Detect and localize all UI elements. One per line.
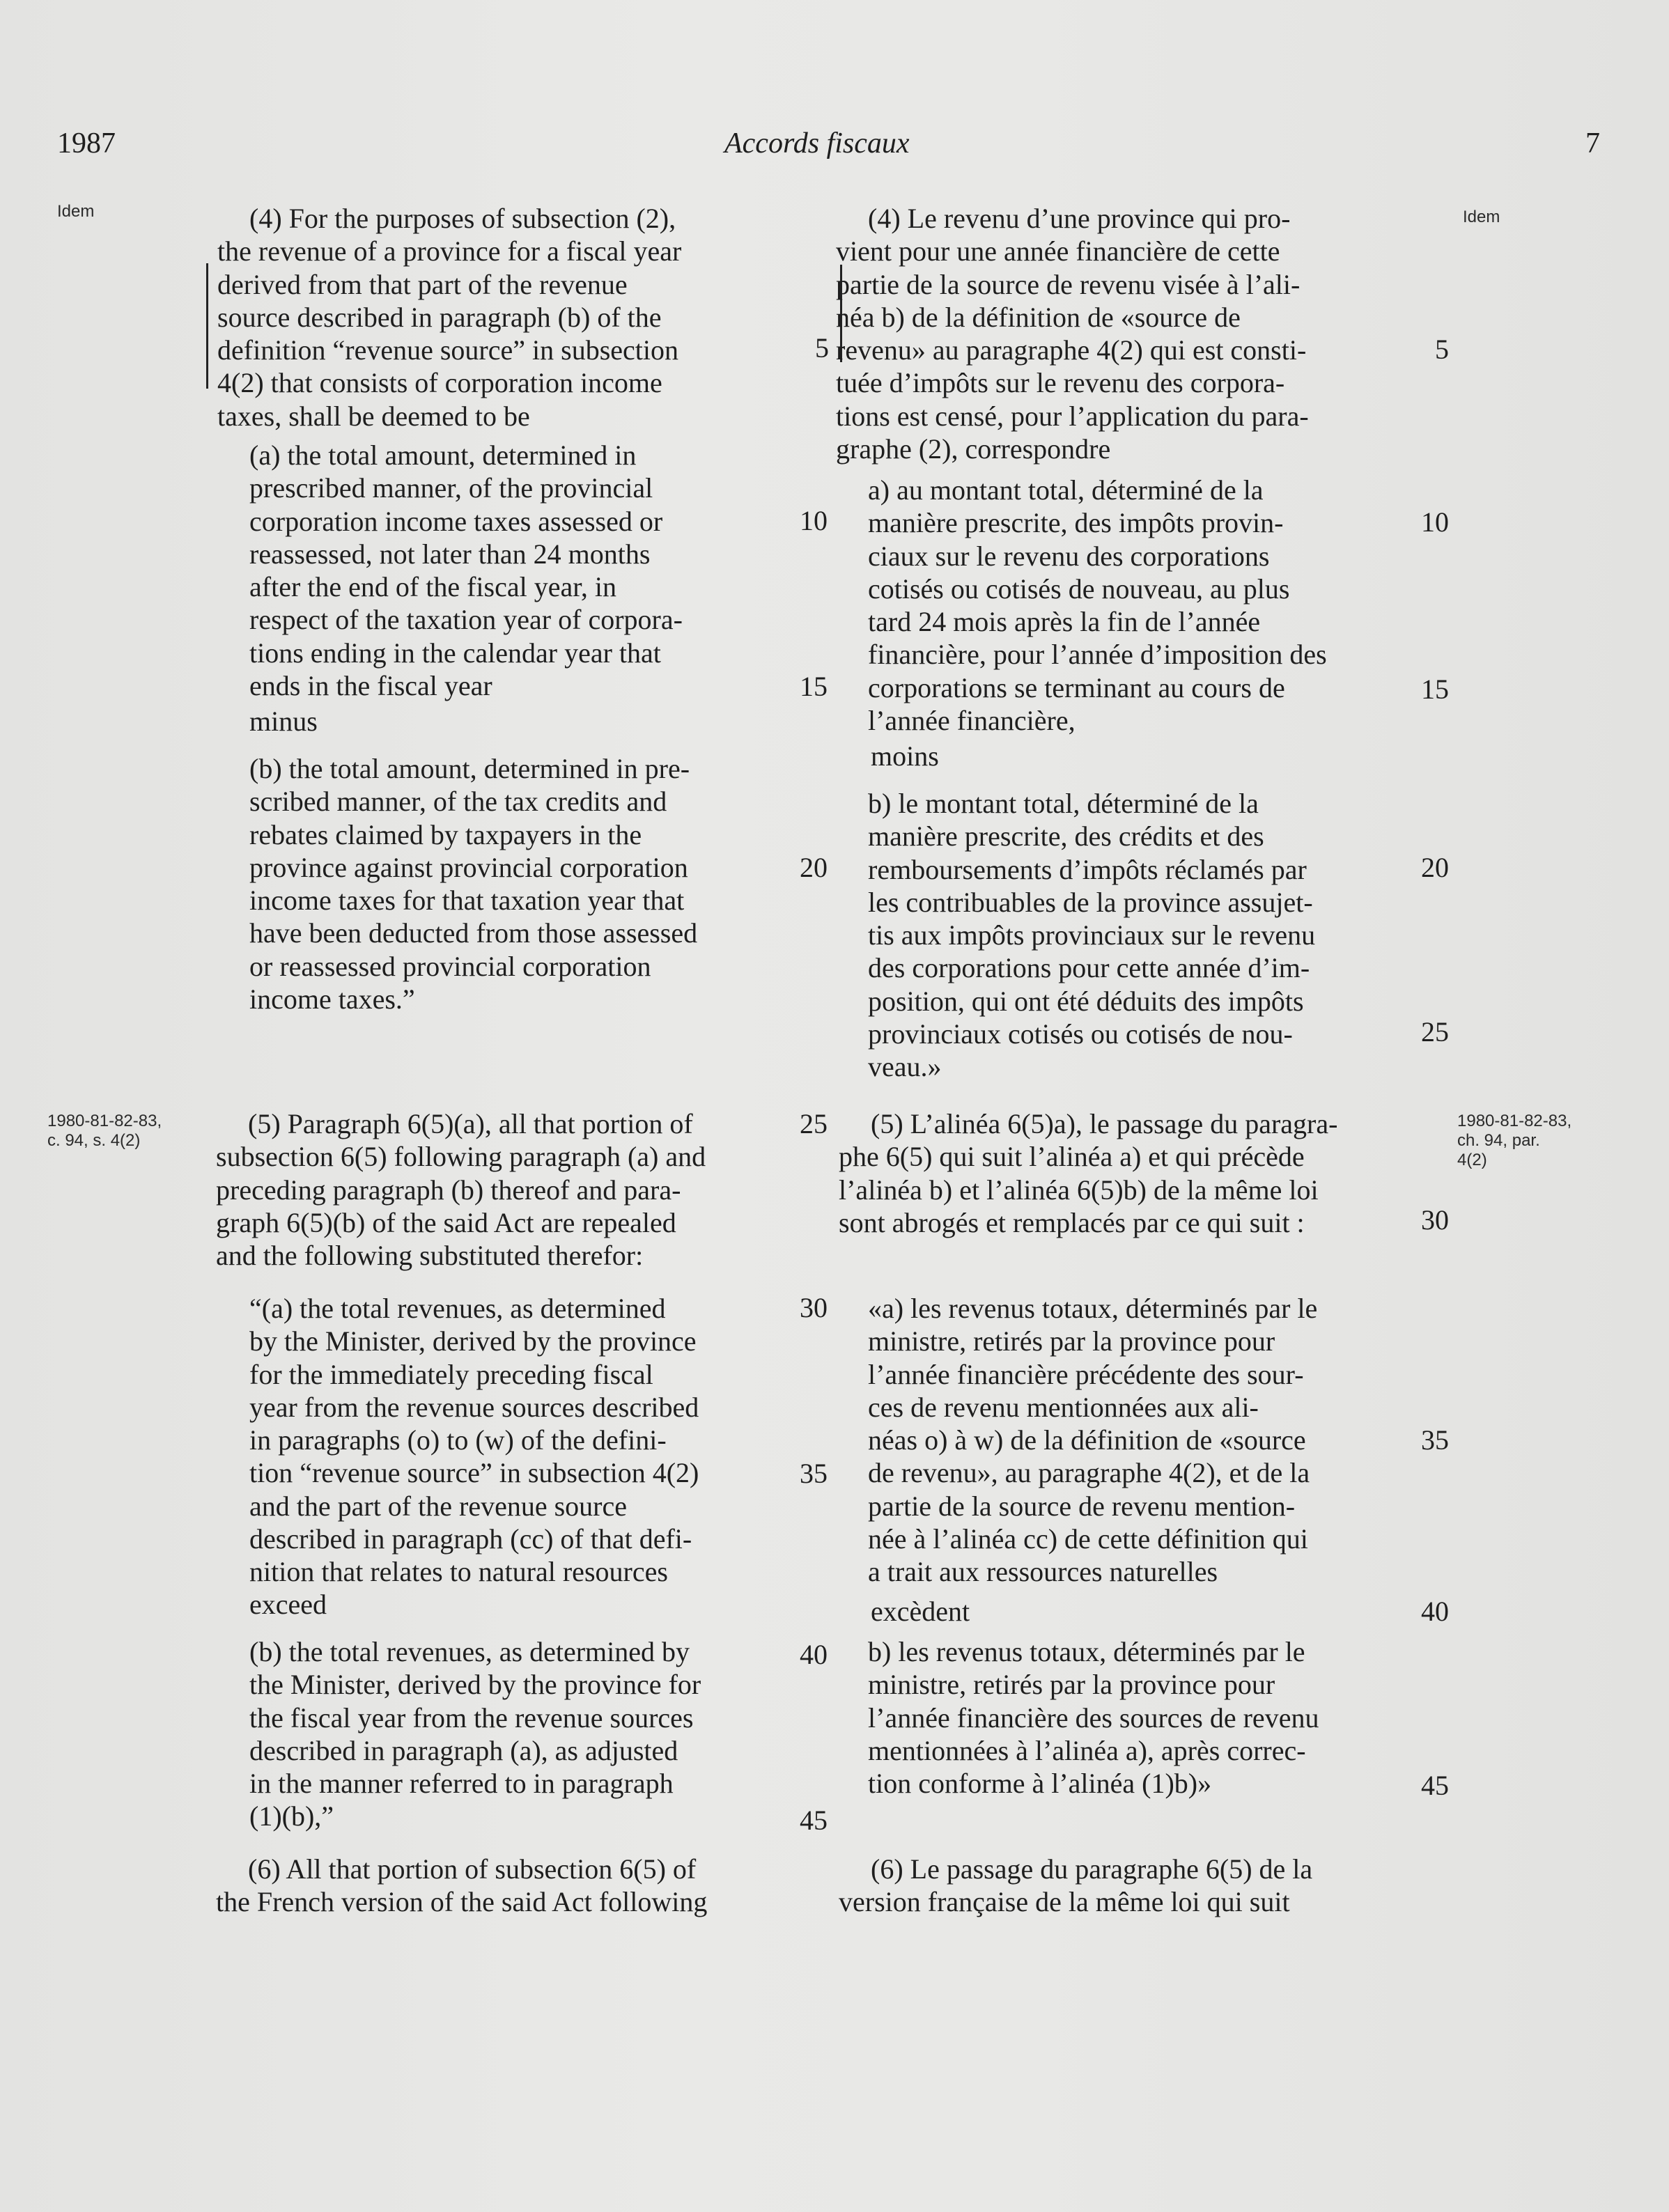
en-paragraph-4a: (a) the total amount, determined in prescribed manner, of the provincial corporation income taxes assessed or reassessed, not later than 24 months after the end of the fiscal year, in respect of the taxation year of corpora- tions ending in the calendar year that ends in the fiscal year [249,439,683,702]
fr-line-number-5: 5 [1435,334,1449,365]
margin-note-idem-right: Idem [1463,208,1500,226]
en-subsection-4: (4) For the purposes of subsection (2), the revenue of a province for a fiscal year derived from that part of the revenue source described in paragraph (b) of the definition “revenue source” in subsection 4(2) that consists of corporation income taxes, shall be deemed to be [217,203,682,432]
margin-citation-right: 1980-81-82-83, ch. 94, par. 4(2) [1457,1112,1572,1169]
en-exceed: exceed [249,1589,327,1620]
header-year: 1987 [57,127,116,159]
line-number-5: 5 [815,332,829,364]
fr-excedent: excèdent [871,1596,970,1627]
fr-new-paragraph-b: b) les revenus totaux, déterminés par le ministre, retirés par la province pour l’année financière des sources de revenu mentionnées à l’alinéa a), après correc- tion conforme à l’alinéa (1)b)» [868,1636,1319,1800]
fr-line-number-25: 25 [1421,1016,1449,1047]
margin-citation-left: 1980-81-82-83, c. 94, s. 4(2) [47,1112,162,1150]
fr-line-number-30: 30 [1421,1204,1449,1236]
line-number-35: 35 [800,1458,828,1489]
fr-line-number-45: 45 [1421,1770,1449,1801]
line-number-10: 10 [800,505,828,536]
revision-bar-left [206,263,208,389]
en-new-paragraph-b: (b) the total revenues, as determined by the Minister, derived by the province for the fiscal year from the revenue sources described in paragraph (a), as adjusted in the manner referred to in paragraph (1)(b),” [249,1636,701,1832]
fr-line-number-40: 40 [1421,1596,1449,1627]
fr-moins: moins [871,740,939,772]
fr-paragraph-4a: a) au montant total, déterminé de la manière prescrite, des impôts provin- ciaux sur le revenu des corporations cotisés ou cotisés de nouveau, au plus tard 24 mois après la fin de l’année financière, pour l’année d’imposition des corporations se terminant au cours de l’année financière, [868,474,1327,737]
fr-subsection-4: (4) Le revenu d’une province qui pro- vient pour une année financière de cette partie de la source de revenu visée à l’ali- néa b) de la définition de «source de revenu» au paragraphe 4(2) qui est consti- tuée d’impôts sur le revenu des corpora- tions est censé, pour l’application du para- graphe (2), correspondre [836,203,1309,465]
line-number-20: 20 [800,852,828,883]
en-paragraph-4b: (b) the total amount, determined in pre- scribed manner, of the tax credits and rebates claimed by taxpayers in the province against provincial corporation income taxes for that taxation year that have been deducted from those assessed or reassessed provincial corporation income taxes.” [249,753,698,1015]
header-title: Accords fiscaux [724,127,910,159]
fr-line-number-35: 35 [1421,1424,1449,1456]
fr-subsection-6: (6) Le passage du paragraphe 6(5) de la version française de la même loi qui suit [839,1853,1313,1918]
page-number: 7 [1585,127,1600,159]
fr-paragraph-4b: b) le montant total, déterminé de la manière prescrite, des crédits et des remboursements d’impôts réclamés par les contribuables de la province assujet- tis aux impôts provinciaux sur le revenu des corporations pour cette année d’im- position, qui ont été déduits des impôts provinciaux cotisés ou cotisés de nou- veau.» [868,788,1316,1083]
en-new-paragraph-a: “(a) the total revenues, as determined by the Minister, derived by the province for the immediately preceding fiscal year from the revenue sources described in paragraphs (o) to (w) of the defini- tion “revenue source” in subsection 4(2) and the part of the revenue source described in paragraph (cc) of that defi- nition that relates to natural resources [249,1293,699,1588]
line-number-45: 45 [800,1805,828,1836]
fr-line-number-10: 10 [1421,506,1449,538]
line-number-30: 30 [800,1292,828,1323]
fr-line-number-15: 15 [1421,673,1449,705]
line-number-40: 40 [800,1639,828,1670]
en-minus: minus [249,706,318,737]
line-number-25: 25 [800,1108,828,1139]
fr-new-paragraph-a: «a) les revenus totaux, déterminés par le ministre, retirés par la province pour l’année financière précédente des sour- ces de revenu mentionnées aux ali- néas o) à w) de la définition de «source de revenu», au paragraphe 4(2), et de la partie de la source de revenu mention- née à l’alinéa cc) de cette définition qui a trait aux ressources naturelles [868,1293,1318,1588]
en-subsection-6: (6) All that portion of subsection 6(5) of the French version of the said Act following [216,1853,708,1918]
fr-line-number-20: 20 [1421,852,1449,883]
margin-note-idem-left: Idem [57,202,95,221]
fr-subsection-5: (5) L’alinéa 6(5)a), le passage du paragra- phe 6(5) qui suit l’alinéa a) et qui précède l’alinéa b) et l’alinéa 6(5)b) de la même loi sont abrogés et remplacés par ce qui suit : [839,1108,1338,1238]
en-subsection-5: (5) Paragraph 6(5)(a), all that portion of subsection 6(5) following paragraph (a) and preceding paragraph (b) thereof and para- graph 6(5)(b) of the said Act are repealed and the following substituted therefor: [216,1108,706,1272]
line-number-15: 15 [800,671,828,702]
